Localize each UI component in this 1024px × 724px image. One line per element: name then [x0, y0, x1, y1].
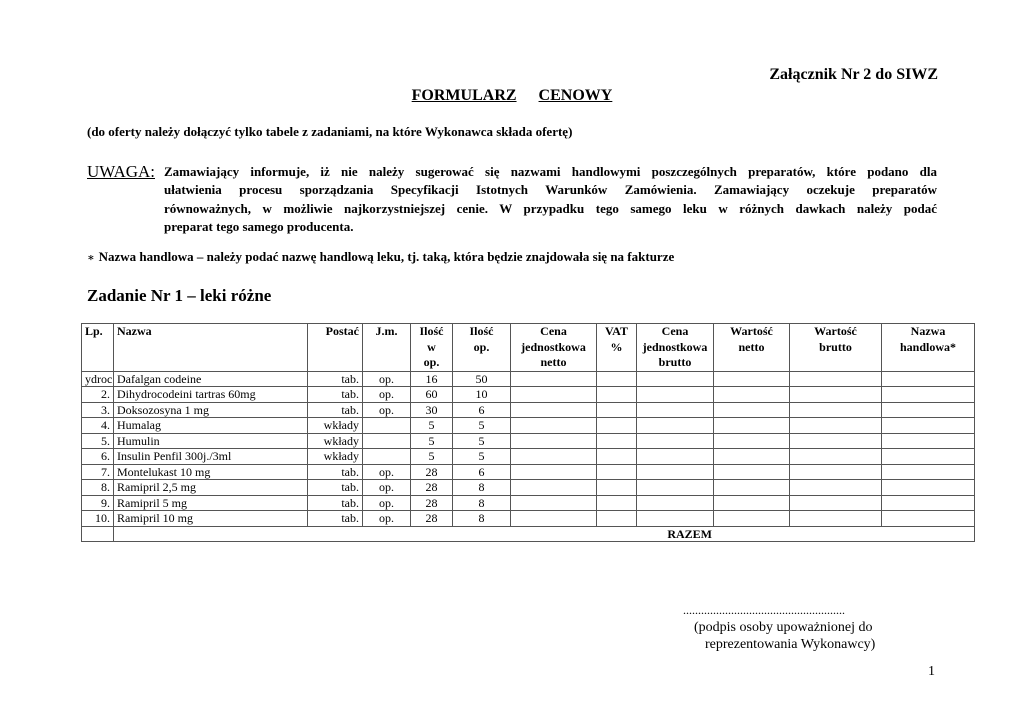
cell-cena-netto[interactable] — [511, 387, 597, 403]
cell-ilosc-op: 6 — [453, 464, 511, 480]
col-vat: VAT % — [597, 324, 637, 372]
cell-ilosc-op: 8 — [453, 480, 511, 496]
cell-cena-brutto[interactable] — [637, 402, 714, 418]
uwaga-continued — [164, 181, 937, 237]
cell-nazwa: Dihydrocodeini tartras 60mg — [114, 387, 308, 403]
col-cena-netto: Cena jednostkowa netto — [511, 324, 597, 372]
cell-ilosc-op: 8 — [453, 495, 511, 511]
cell-ilosc-op: 8 — [453, 511, 511, 527]
cell-lp: 4. — [82, 418, 114, 434]
cell-cena-brutto[interactable] — [637, 464, 714, 480]
cell-nazwa-handlowa[interactable] — [882, 402, 975, 418]
cell-vat[interactable] — [597, 402, 637, 418]
signature-caption-2: reprezentowania Wykonawcy) — [705, 637, 876, 652]
title-part-2: CENOWY — [538, 87, 613, 104]
cell-ilosc-w-op: 28 — [411, 495, 453, 511]
offer-note: (do oferty należy dołączyć tylko tabele z zadaniami, na które Wykonawca składa ofertę) — [87, 124, 573, 139]
cell-wartosc-netto[interactable] — [714, 402, 790, 418]
cell-ilosc-op: 5 — [453, 418, 511, 434]
cell-nazwa: Humalag — [114, 418, 308, 434]
cell-nazwa: Ramipril 2,5 mg — [114, 480, 308, 496]
annex-label: Załącznik Nr 2 do SIWZ — [769, 66, 938, 83]
cell-ilosc-w-op: 16 — [411, 371, 453, 387]
cell-vat[interactable] — [597, 418, 637, 434]
cell-nazwa-handlowa[interactable] — [882, 495, 975, 511]
cell-cena-netto[interactable] — [511, 480, 597, 496]
cell-ilosc-op: 5 — [453, 433, 511, 449]
cell-postac: tab. — [308, 402, 363, 418]
cell-nazwa-handlowa[interactable] — [882, 387, 975, 403]
col-ilosc-op: Ilość op. — [453, 324, 511, 372]
cell-wartosc-brutto[interactable] — [790, 511, 882, 527]
cell-jm: op. — [363, 464, 411, 480]
cell-nazwa-handlowa[interactable] — [882, 418, 975, 434]
section-title: Zadanie Nr 1 – leki różne — [87, 286, 272, 305]
cell-lp: 8. — [82, 480, 114, 496]
table-header-row — [82, 324, 975, 372]
signature-caption-1: (podpis osoby upoważnionej do — [694, 620, 873, 635]
table-row — [82, 464, 975, 480]
cell-cena-brutto[interactable] — [637, 495, 714, 511]
page-title — [0, 87, 1024, 105]
cell-lp: 3. — [82, 402, 114, 418]
cell-wartosc-netto[interactable] — [714, 433, 790, 449]
cell-nazwa-handlowa[interactable] — [882, 480, 975, 496]
cell-lp: ydroc — [82, 371, 114, 387]
col-wartosc-brutto: Wartość brutto — [790, 324, 882, 372]
cell-vat[interactable] — [597, 449, 637, 465]
cell-wartosc-brutto[interactable] — [790, 402, 882, 418]
cell-postac: wkłady — [308, 433, 363, 449]
cell-jm: op. — [363, 495, 411, 511]
page-number: 1 — [928, 664, 935, 679]
cell-postac: tab. — [308, 387, 363, 403]
cell-ilosc-op: 6 — [453, 402, 511, 418]
cell-wartosc-brutto[interactable] — [790, 495, 882, 511]
cell-vat[interactable] — [597, 480, 637, 496]
cell-vat[interactable] — [597, 464, 637, 480]
cell-nazwa: Insulin Penfil 300j./3ml — [114, 449, 308, 465]
table-row — [82, 387, 975, 403]
cell-ilosc-w-op: 28 — [411, 464, 453, 480]
cell-jm: op. — [363, 387, 411, 403]
cell-lp: 9. — [82, 495, 114, 511]
cell-ilosc-op: 5 — [453, 449, 511, 465]
cell-vat[interactable] — [597, 495, 637, 511]
cell-postac: wkłady — [308, 449, 363, 465]
cell-lp: 6. — [82, 449, 114, 465]
cell-vat[interactable] — [597, 433, 637, 449]
col-ilosc-w-op: Ilość w op. — [411, 324, 453, 372]
cell-ilosc-w-op: 30 — [411, 402, 453, 418]
cell-postac: tab. — [308, 480, 363, 496]
table-row — [82, 371, 975, 387]
col-wartosc-netto: Wartość netto — [714, 324, 790, 372]
table-row — [82, 511, 975, 527]
cell-cena-brutto[interactable] — [637, 371, 714, 387]
cell-ilosc-w-op: 28 — [411, 480, 453, 496]
cell-vat[interactable] — [597, 387, 637, 403]
col-nazwa-handlowa: Nazwa handlowa* — [882, 324, 975, 372]
cell-jm: op. — [363, 480, 411, 496]
cell-nazwa-handlowa[interactable] — [882, 511, 975, 527]
table-row — [82, 418, 975, 434]
cell-nazwa-handlowa[interactable] — [882, 371, 975, 387]
cell-jm: op. — [363, 402, 411, 418]
cell-wartosc-netto[interactable] — [714, 511, 790, 527]
razem-row — [82, 526, 975, 542]
col-cena-brutto: Cena jednostkowa brutto — [637, 324, 714, 372]
cell-postac: tab. — [308, 371, 363, 387]
trade-name-note-text: Nazwa handlowa – należy podać nazwę handlową leku, tj. taką, która będzie znajdowała się na fakturze — [98, 249, 675, 264]
col-postac: Postać — [308, 324, 363, 372]
table-row — [82, 402, 975, 418]
table-row — [82, 449, 975, 465]
razem-label: RAZEM — [114, 526, 975, 542]
col-lp: Lp. — [82, 324, 114, 372]
cell-postac: tab. — [308, 511, 363, 527]
uwaga-line-1: Zamawiający informuje, iż nie należy sugerować się nazwami handlowymi poszczególnych preparatów, które podano dla — [164, 164, 937, 179]
cell-wartosc-netto[interactable] — [714, 480, 790, 496]
cell-cena-netto[interactable] — [511, 511, 597, 527]
signature-line: ...................................................... — [683, 603, 845, 617]
cell-lp: 7. — [82, 464, 114, 480]
price-table — [81, 323, 975, 542]
cell-nazwa-handlowa[interactable] — [882, 433, 975, 449]
cell-nazwa: Doksozosyna 1 mg — [114, 402, 308, 418]
cell-cena-netto[interactable] — [511, 402, 597, 418]
cell-nazwa: Montelukast 10 mg — [114, 464, 308, 480]
cell-cena-netto[interactable] — [511, 433, 597, 449]
cell-ilosc-w-op: 60 — [411, 387, 453, 403]
cell-nazwa: Humulin — [114, 433, 308, 449]
cell-wartosc-netto[interactable] — [714, 387, 790, 403]
cell-wartosc-brutto[interactable] — [790, 433, 882, 449]
cell-jm: op. — [363, 371, 411, 387]
cell-nazwa-handlowa[interactable] — [882, 464, 975, 480]
cell-wartosc-brutto[interactable] — [790, 449, 882, 465]
cell-postac: tab. — [308, 464, 363, 480]
cell-wartosc-netto[interactable] — [714, 464, 790, 480]
cell-nazwa: Ramipril 10 mg — [114, 511, 308, 527]
cell-cena-brutto[interactable] — [637, 449, 714, 465]
razem-spacer — [82, 526, 114, 542]
cell-ilosc-w-op: 5 — [411, 433, 453, 449]
cell-ilosc-w-op: 5 — [411, 449, 453, 465]
cell-cena-netto[interactable] — [511, 418, 597, 434]
cell-cena-brutto[interactable] — [637, 433, 714, 449]
cell-jm: op. — [363, 511, 411, 527]
cell-jm — [363, 449, 411, 465]
trade-name-note — [87, 249, 674, 265]
cell-postac: wkłady — [308, 418, 363, 434]
cell-cena-netto[interactable] — [511, 495, 597, 511]
cell-wartosc-brutto[interactable] — [790, 371, 882, 387]
table-row — [82, 480, 975, 496]
cell-wartosc-netto[interactable] — [714, 495, 790, 511]
table-row — [82, 433, 975, 449]
cell-wartosc-netto[interactable] — [714, 371, 790, 387]
uwaga-line-4: preparat tego samego producenta. — [164, 219, 354, 234]
cell-cena-brutto[interactable] — [637, 480, 714, 496]
cell-lp: 2. — [82, 387, 114, 403]
cell-cena-netto[interactable] — [511, 371, 597, 387]
cell-wartosc-netto[interactable] — [714, 449, 790, 465]
cell-ilosc-w-op: 5 — [411, 418, 453, 434]
title-part-1: FORMULARZ — [411, 87, 517, 104]
cell-nazwa: Dafalgan codeine — [114, 371, 308, 387]
uwaga-line-2: ułatwienia procesu sporządzania Specyfikacji Istotnych Warunków Zamówienia. Zamawiający oczekuje preparatów — [164, 182, 937, 197]
cell-nazwa-handlowa[interactable] — [882, 449, 975, 465]
cell-nazwa: Ramipril 5 mg — [114, 495, 308, 511]
cell-wartosc-brutto[interactable] — [790, 480, 882, 496]
cell-cena-netto[interactable] — [511, 464, 597, 480]
cell-vat[interactable] — [597, 511, 637, 527]
cell-cena-brutto[interactable] — [637, 387, 714, 403]
table-row — [82, 495, 975, 511]
cell-cena-brutto[interactable] — [637, 418, 714, 434]
cell-wartosc-brutto[interactable] — [790, 464, 882, 480]
uwaga-line-3: równoważnych, w możliwie najkorzystniejszej cenie. W przypadku tego samego leku w różnych dawkach należy podać — [164, 200, 937, 216]
cell-cena-netto[interactable] — [511, 449, 597, 465]
col-nazwa: Nazwa — [114, 324, 308, 372]
cell-wartosc-netto[interactable] — [714, 418, 790, 434]
cell-lp: 10. — [82, 511, 114, 527]
cell-cena-brutto[interactable] — [637, 511, 714, 527]
cell-ilosc-op: 10 — [453, 387, 511, 403]
cell-postac: tab. — [308, 495, 363, 511]
cell-wartosc-brutto[interactable] — [790, 387, 882, 403]
cell-vat[interactable] — [597, 371, 637, 387]
asterisk-icon: ∗ — [87, 252, 95, 264]
uwaga-label: UWAGA: — [87, 162, 155, 181]
cell-ilosc-w-op: 28 — [411, 511, 453, 527]
cell-jm — [363, 433, 411, 449]
cell-ilosc-op: 50 — [453, 371, 511, 387]
cell-lp: 5. — [82, 433, 114, 449]
cell-jm — [363, 418, 411, 434]
col-jm: J.m. — [363, 324, 411, 372]
cell-wartosc-brutto[interactable] — [790, 418, 882, 434]
